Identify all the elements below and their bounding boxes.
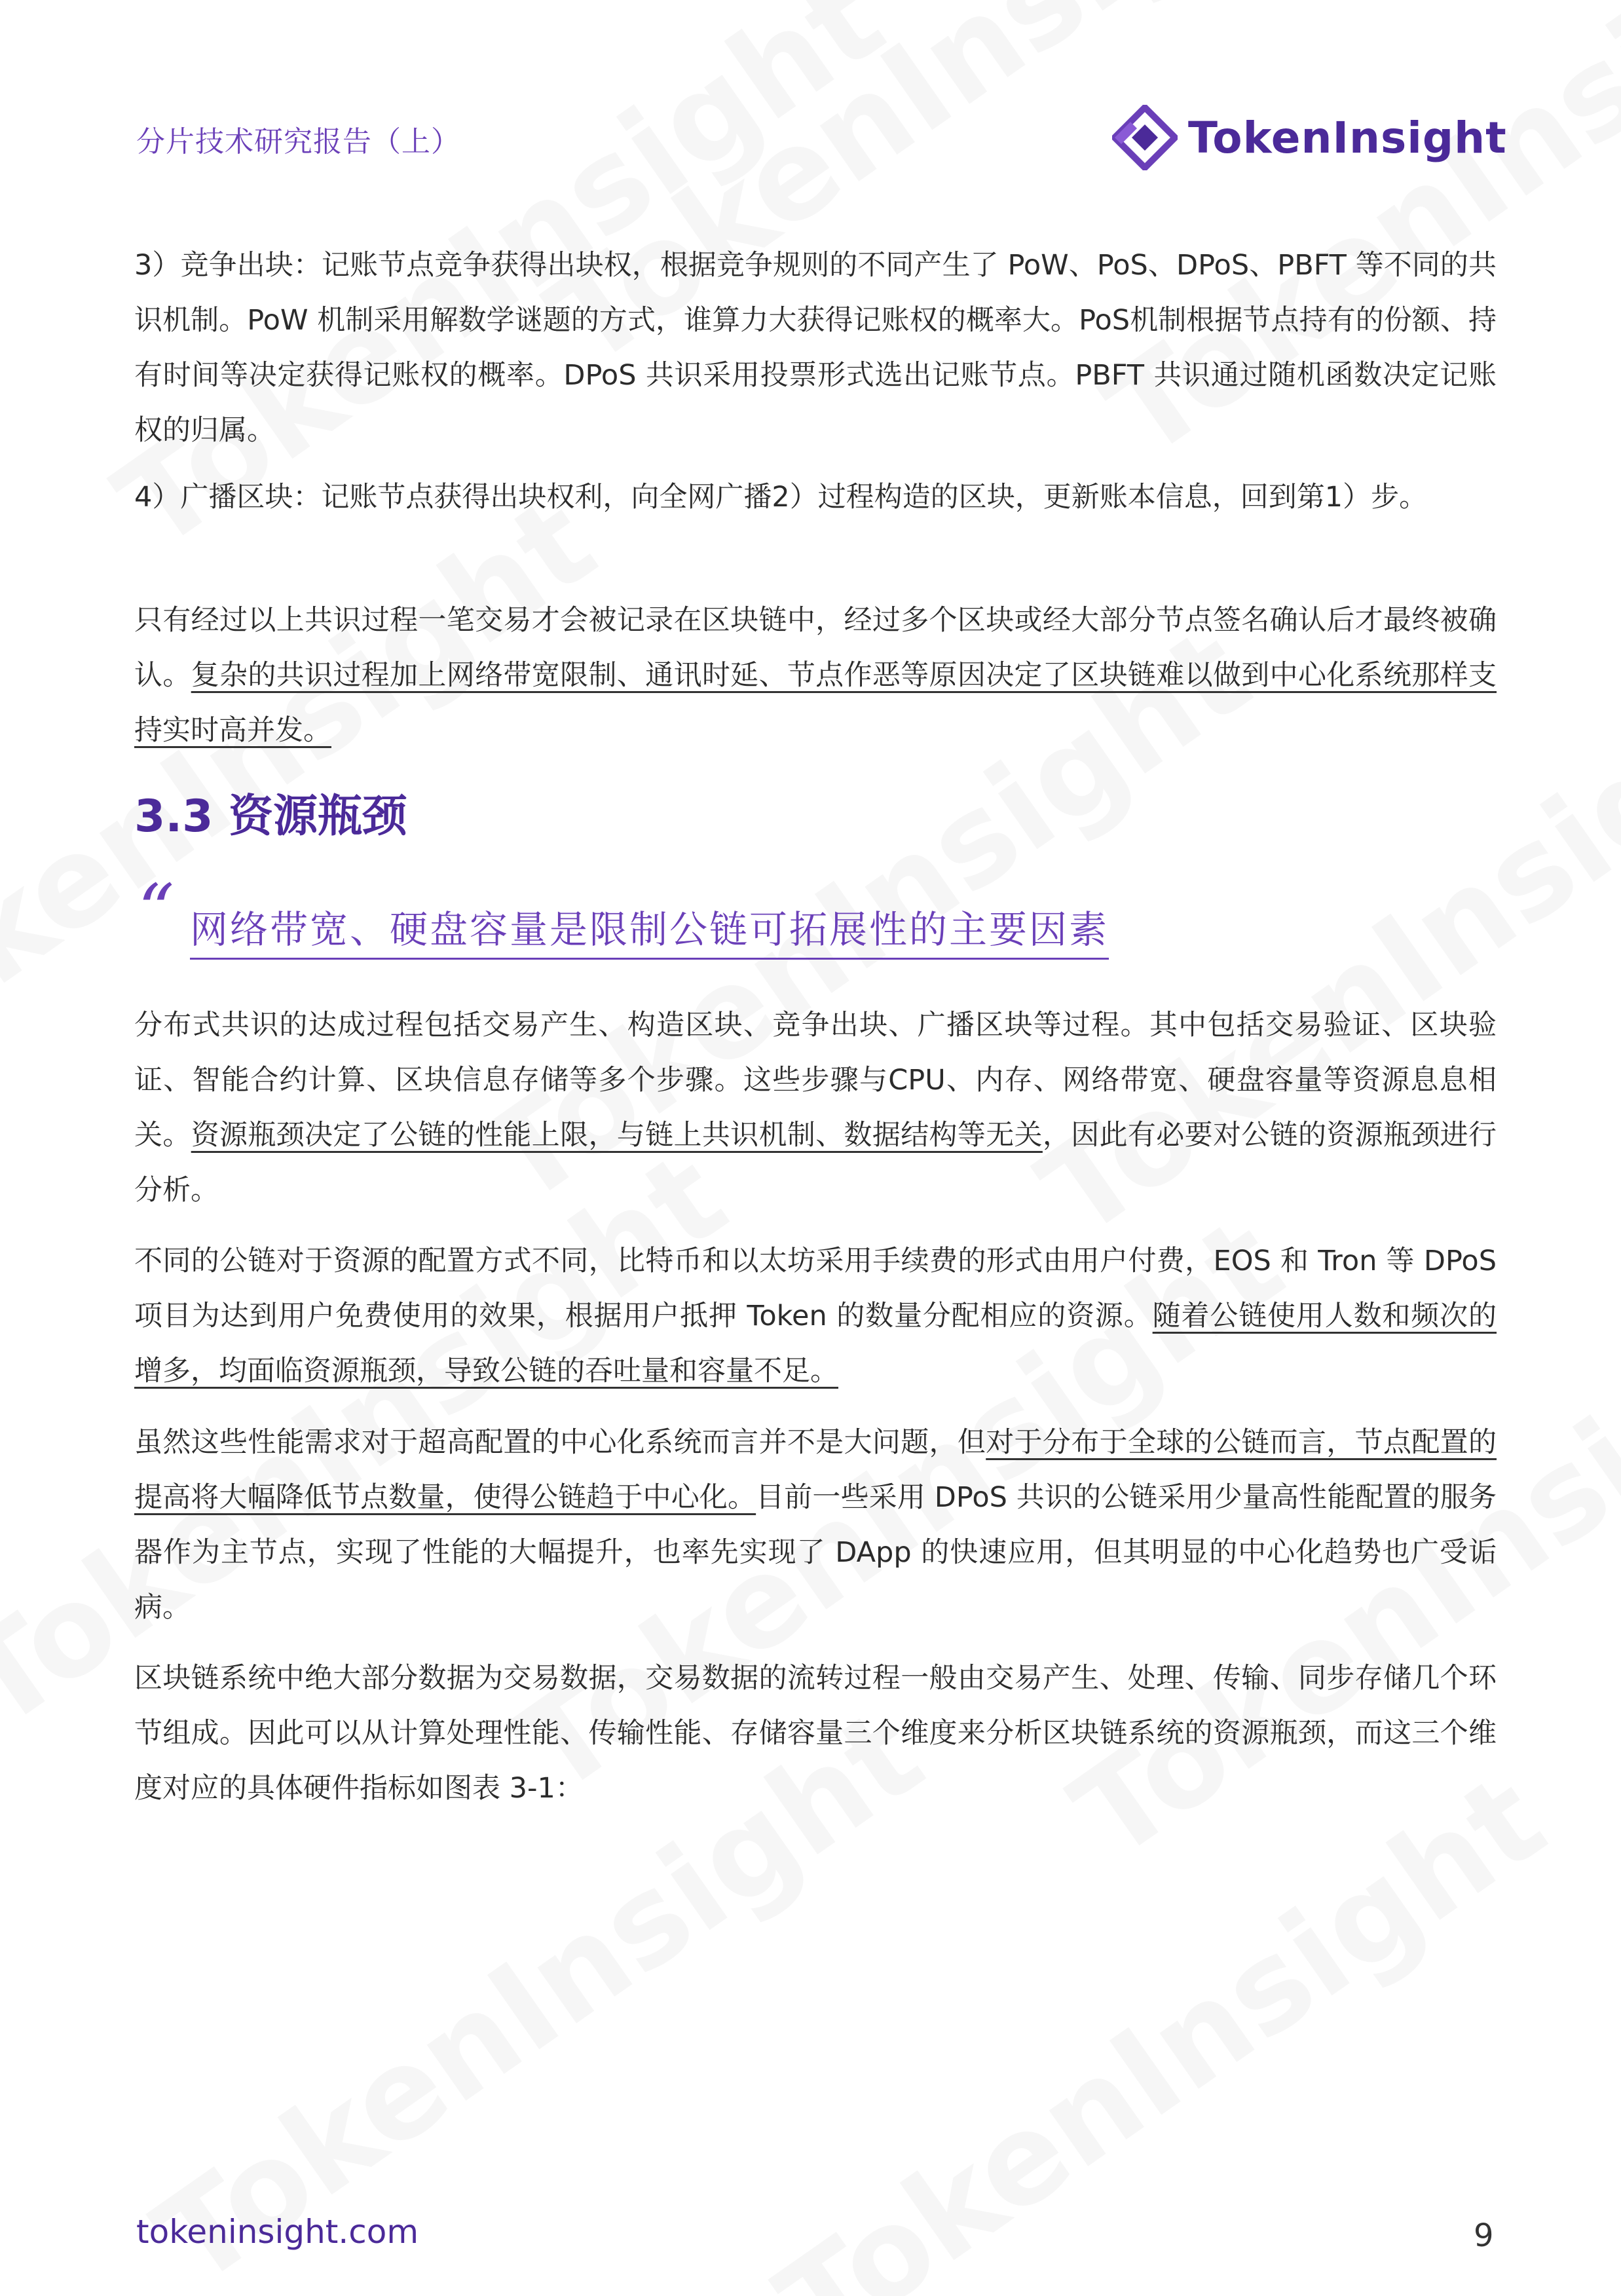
paragraph-text: 分布式共识的达成过程包括交易产生、构造区块、竞争出块、广播区块等过程。其中包括交易验证、区块验证、智能合约计算、区块信息存储等多个步骤。这些步骤与CPU、内存、网络带宽、硬盘容量等资源息息相关。 xyxy=(134,1009,1497,1152)
quote-mark: “ xyxy=(138,869,175,952)
paragraph-competition-block: 3）竞争出块：记账节点竞争获得出块权，根据竞争规则的不同产生了 PoW、PoS、DPoS、PBFT 等不同的共识机制。PoW 机制采用解数学谜题的方式，谁算力大获得记账权的概率大。PoS机制根据节点持有的份额、持有时间等决定获得记账权的概率。DPoS 共识采用投票形式选出记账节点。PBFT 共识通过随机函数决定记账权的归属。 xyxy=(134,249,1497,447)
underlined-text: 随着公链使用人数和频次的增多，均面临资源瓶颈，导致公链的吞吐量和容量不足。 xyxy=(134,1300,1497,1387)
paragraph-text: ，因此有必要对公链的资源瓶颈进行分析。 xyxy=(134,1119,1497,1207)
paragraph-centralization xyxy=(134,1415,1497,1635)
paragraph-resource-overview xyxy=(134,998,1497,1218)
underlined-text: 复杂的共识过程加上网络带宽限制、通讯时延、节点作恶等原因决定了区块链难以做到中心化系统那样支持实时高并发。 xyxy=(134,659,1497,747)
logo xyxy=(1112,102,1507,174)
paragraph-text: 不同的公链对于资源的配置方式不同，比特币和以太坊采用手续费的形式由用户付费，EOS 和 Tron 等 DPoS 项目为达到用户免费使用的效果，根据用户抵押 Token 的数量分配相应的资源。 xyxy=(134,1245,1497,1332)
paragraph-text: 虽然这些性能需求对于超高配置的中心化系统而言并不是大问题，但 xyxy=(134,1426,986,1459)
paragraph-text: 只有经过以上共识过程一笔交易才会被记录在区块链中，经过多个区块或经大部分节点签名确认后才最终被确认。 xyxy=(134,604,1497,692)
page-number: 9 xyxy=(1474,2217,1494,2254)
report-title: 分片技术研究报告（上） xyxy=(136,125,460,159)
paragraph-resource-allocation xyxy=(134,1233,1497,1399)
paragraph-transaction-data: 区块链系统中绝大部分数据为交易数据，交易数据的流转过程一般由交易产生、处理、传输、同步存储几个环节组成。因此可以从计算处理性能、传输性能、存储容量三个维度来分析区块链系统的资源瓶颈，而这三个维度对应的具体硬件指标如图表 3-1： xyxy=(134,1662,1497,1805)
underlined-text: 对于分布于全球的公链而言，节点配置的提高将大幅降低节点数量，使得公链趋于中心化。 xyxy=(134,1426,1497,1514)
underlined-text: 资源瓶颈决定了公链的性能上限，与链上共识机制、数据结构等无关 xyxy=(191,1119,1043,1152)
tokeninsight-logo-icon xyxy=(1112,105,1178,170)
watermark xyxy=(753,1746,1569,2296)
paragraph-text: 目前一些采用 DPoS 共识的公链采用少量高性能配置的服务器作为主节点，实现了性能的大幅提升，也率先实现了 DApp 的快速应用，但其明显的中心化趋势也广受诟病。 xyxy=(134,1481,1497,1624)
footer-link[interactable]: tokeninsight.com xyxy=(136,2213,419,2251)
section-title: 3.3 资源瓶颈 xyxy=(134,791,407,842)
paragraph-broadcast-block: 4）广播区块：记账节点获得出块权利，向全网广播2）过程构造的区块，更新账本信息，回到第1）步。 xyxy=(134,481,1428,514)
pull-quote: 网络带宽、硬盘容量是限制公链可拓展性的主要因素 xyxy=(190,899,1109,960)
logo-text: TokenInsight xyxy=(1188,112,1507,163)
paragraph-consensus-summary xyxy=(134,593,1497,758)
